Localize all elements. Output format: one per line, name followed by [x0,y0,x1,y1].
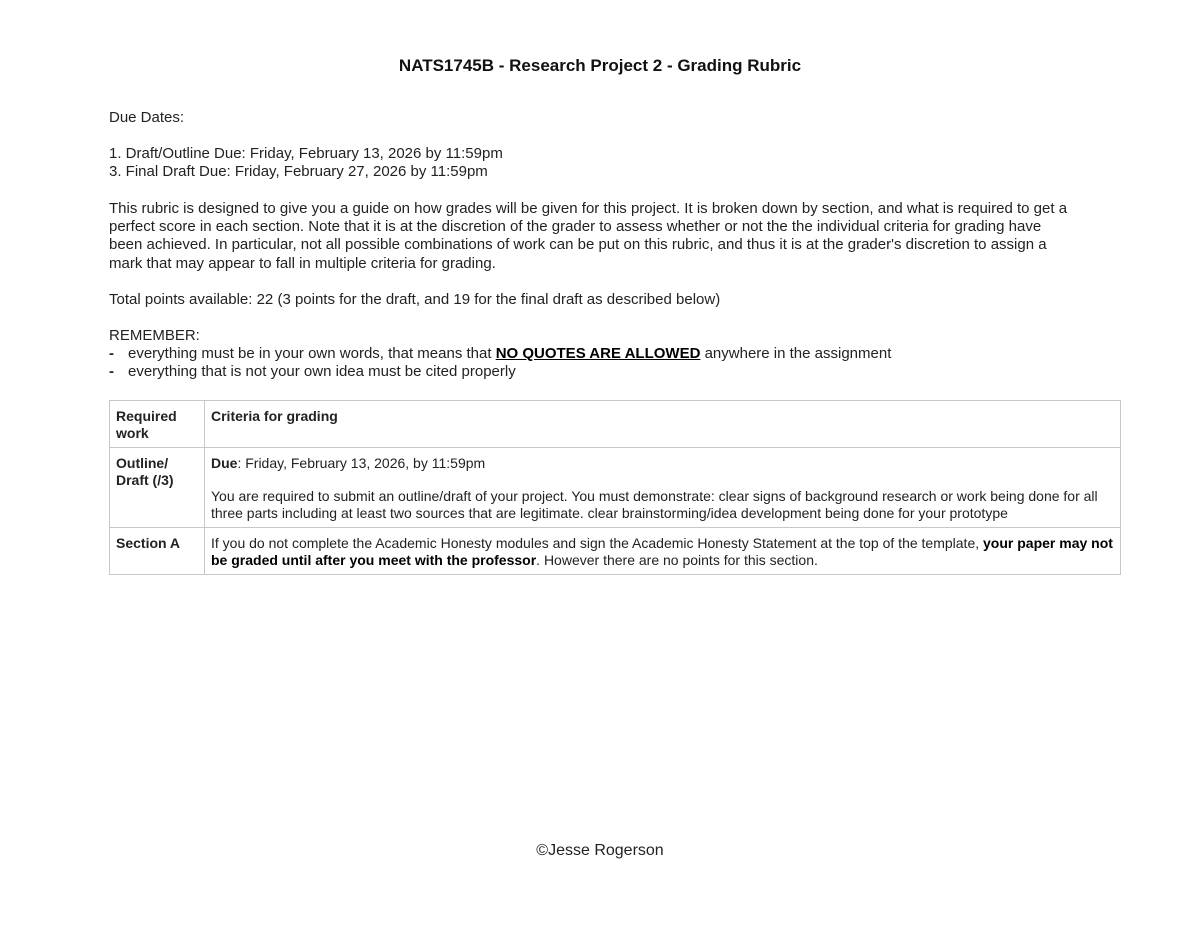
due-dates-list [109,145,503,181]
due-date-item-draft: 1. Draft/Outline Due: Friday, February 13, 2026 by 11:59pm [109,145,503,162]
remember-item-own-words [109,345,891,363]
outline-due-line [211,455,1114,472]
outline-due-date: : Friday, February 13, 2026, by 11:59pm [237,455,486,471]
document-title: NATS1745B - Research Project 2 - Grading Rubric [398,56,802,75]
outline-criteria [205,448,1121,528]
total-points-text: Total points available: 22 (3 points for the draft, and 19 for the final draft as described below) [109,291,721,308]
header-criteria: Criteria for grading [205,401,1121,448]
no-quotes-emphasis: NO QUOTES ARE ALLOWED [495,345,701,363]
rubric-intro-paragraph: This rubric is designed to give you a guide on how grades will be given for this project. It is broken down by section, and what is required to get a perfect score in each section. Note that it is at the discretion of the grader to assess whether or not the the individual criteria for grading have been achieved. In particular, not all possible combinations of work can be put on this rubric, and thus it is at the grader's discretion to assign a mark that may appear to fall in multiple criteria for grading. [109,200,1068,272]
header-required-work: Required work [110,401,205,448]
table-row-outline [110,448,1121,528]
due-date-item-final: 3. Final Draft Due: Friday, February 27, 2026 by 11:59pm [109,163,488,181]
remember-citations-text: everything that is not your own idea must be cited properly [128,363,516,381]
cell-spacer [211,472,1114,488]
outline-due-label: Due [211,455,238,471]
section-a-label: Section A [110,528,205,575]
remember-text-before: everything must be in your own words, that means that [128,345,496,363]
section-a-text-before: If you do not complete the Academic Honesty modules and sign the Academic Honesty Statement at the top of the template, [211,535,984,551]
copyright-footer: ©Jesse Rogerson [536,842,664,859]
outline-description: You are required to submit an outline/draft of your project. You must demonstrate: clear signs of background research or work being done for all three parts including at least two sources that are legitimate. clear brainstorming/idea development being done for your prototype [211,488,1098,521]
remember-section [109,327,891,382]
remember-heading: REMEMBER: [109,327,200,344]
dash-bullet-icon: - [109,345,114,363]
table-row-section-a [110,528,1121,575]
section-a-criteria [205,528,1121,575]
outline-label: Outline/ Draft (/3) [110,448,205,528]
remember-text-after: anywhere in the assignment [700,345,892,363]
section-a-warning: your paper may not be graded until after you meet with the professor [211,535,1113,568]
remember-item-citations [109,363,891,381]
due-dates-heading: Due Dates: [109,109,185,126]
grading-rubric-table [109,400,1121,575]
dash-bullet-icon: - [109,363,114,381]
table-header-row [110,401,1121,448]
section-a-text-after: . However there are no points for this section. [536,552,818,568]
